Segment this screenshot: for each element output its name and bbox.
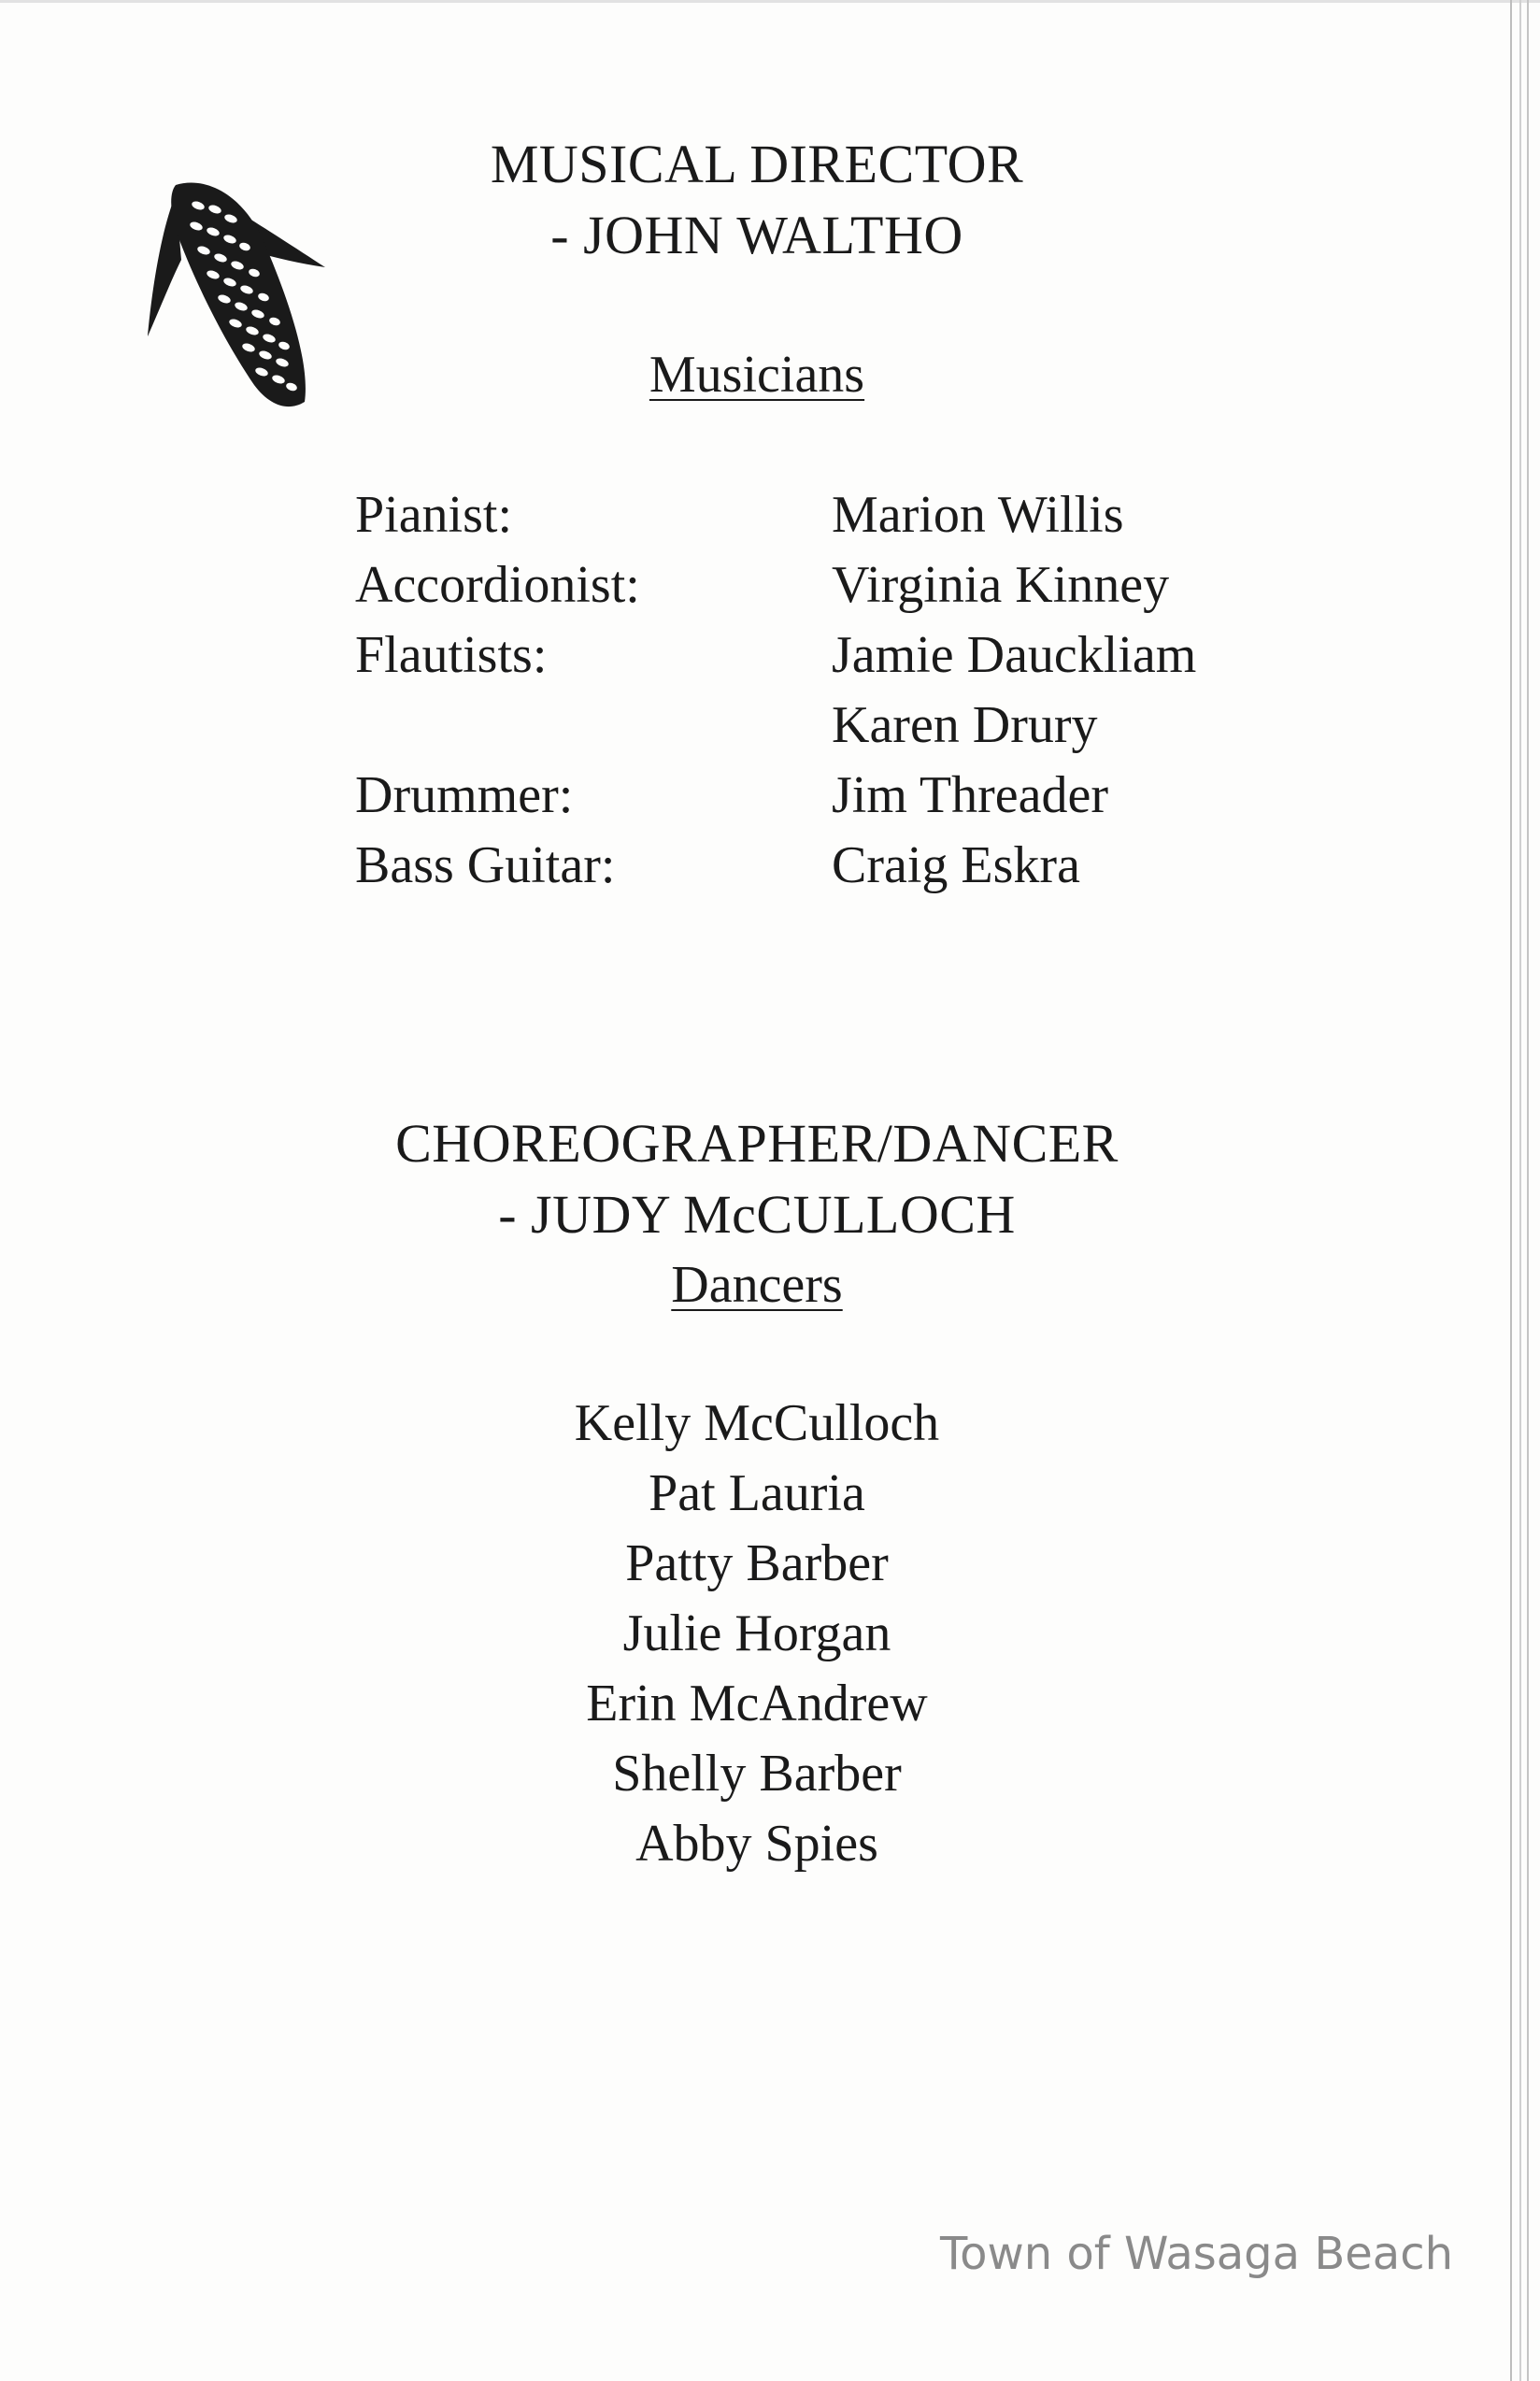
dancers-list [0, 1389, 1514, 1879]
dancer-name: Patty Barber [625, 1534, 889, 1592]
roster-name: Jim Threader [832, 766, 1108, 824]
dancer-name: Abby Spies [635, 1815, 878, 1873]
roster-name: Karen Drury [832, 696, 1098, 754]
dancer-name: Shelly Barber [612, 1745, 902, 1803]
roster-name: Craig Eskra [832, 836, 1080, 894]
roster-role: Bass Guitar: [355, 836, 616, 894]
watermark-text: Town of Wasaga Beach [939, 2228, 1453, 2280]
roster-row [355, 691, 1290, 761]
roster-role: Drummer: [355, 766, 574, 824]
choreographer-name: - JUDY McCULLOCH [498, 1184, 1016, 1245]
scan-edge-line [1519, 0, 1521, 2381]
musicians-roster [355, 480, 1290, 901]
musical-director-title: MUSICAL DIRECTOR [490, 134, 1024, 194]
roster-row [355, 761, 1290, 831]
roster-name: Jamie Dauckliam [832, 626, 1197, 684]
roster-row [355, 480, 1290, 550]
scan-edge-line [1527, 0, 1529, 2381]
roster-row [355, 550, 1290, 620]
dancer-name: Erin McAndrew [586, 1675, 928, 1732]
choreographer-title: CHOREOGRAPHER/DANCER [395, 1113, 1119, 1174]
musicians-heading: Musicians [649, 346, 865, 404]
roster-role: Flautists: [355, 626, 548, 684]
roster-row [355, 831, 1290, 901]
roster-role [355, 691, 832, 761]
dancers-heading: Dancers [671, 1256, 843, 1314]
dancer-name: Pat Lauria [649, 1464, 865, 1522]
dancer-name: Kelly McCulloch [574, 1394, 940, 1452]
roster-name: Virginia Kinney [832, 556, 1170, 614]
roster-role: Pianist: [355, 486, 513, 544]
roster-row [355, 620, 1290, 691]
roster-name: Marion Willis [832, 486, 1124, 544]
musical-director-name: - JOHN WALTHO [550, 205, 963, 265]
scan-top-edge [0, 0, 1540, 3]
dancer-name: Julie Horgan [622, 1604, 891, 1662]
roster-role: Accordionist: [355, 556, 640, 614]
